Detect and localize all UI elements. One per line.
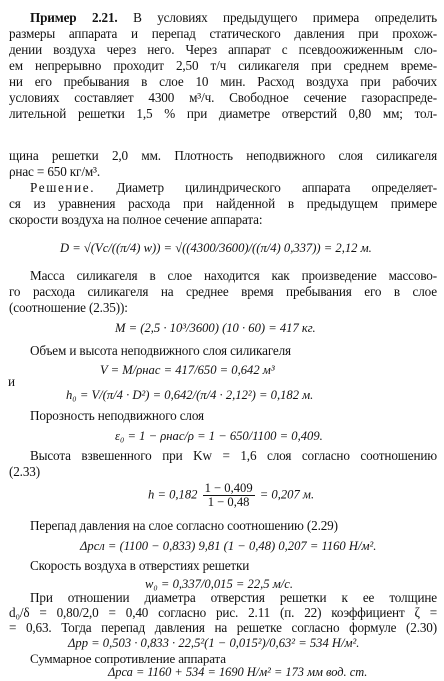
text-line: ни его пребывания в слое 10 мин. Расход воздуха при рабочих xyxy=(9,74,437,89)
example-title: Пример 2.21. xyxy=(30,10,118,25)
text-line: размеры аппарата и перепад статического давления при прохож- xyxy=(9,26,437,41)
equation-diameter: D = √(Vс/((π/4) w)) = √((4300/3600)/((π/4) 0,337)) = 2,12 м. xyxy=(60,241,372,255)
equation-porosity: ε₀ = 1 − ρнас/ρ = 1 − 650/1100 = 0,409. xyxy=(115,429,323,443)
eq-h-left: h = 0,182 xyxy=(148,487,201,502)
equation-height-fluidized xyxy=(148,482,314,509)
text-line: Скорость воздуха в отверстиях решетки xyxy=(30,558,250,573)
example-intro: В условиях предыдущего примера определить xyxy=(117,10,437,25)
text-line: Порозность неподвижного слоя xyxy=(30,408,204,423)
eq-h-denominator: 1 − 0,48 xyxy=(207,495,250,509)
text-line: Масса силикагеля в слое находится как произведение массово- xyxy=(30,268,437,283)
text-line: Перепад давления на слое согласно соотношению (2.29) xyxy=(30,518,338,533)
eq-h-right: = 0,207 м. xyxy=(256,487,315,502)
text-line: скорости воздуха на полное сечение аппарата: xyxy=(9,212,263,227)
text-line: Высота взвешенного при Kw = 1,6 слоя согласно соотношению xyxy=(30,448,437,463)
eq-h-numerator: 1 − 0,409 xyxy=(204,481,253,495)
text-line: (2.33) xyxy=(9,464,40,479)
equation-mass: M = (2,5 · 10³/3600) (10 · 60) = 417 кг. xyxy=(115,321,316,335)
text-line: = 0,63. Тогда перепад давления на решетке согласно формуле (2.30) xyxy=(9,620,437,635)
text-line: лительной решетки 1,5 % при диаметре отверстий 0,80 мм; тол- xyxy=(9,106,437,121)
text-line: го расхода силикагеля на среднее время пребывания его в слое xyxy=(9,284,437,299)
equation-height-static: h₀ = V/(π/4 · D²) = 0,642/(π/4 · 2,12²) = 0,182 м. xyxy=(66,388,314,402)
text-line: Суммарное сопротивление аппарата xyxy=(30,651,226,666)
solution-text: Диаметр цилиндрического аппарата определяет- xyxy=(95,180,437,195)
text-line: ρнас = 650 кг/м³. xyxy=(9,164,100,179)
text-line: щина решетки 2,0 мм. Плотность неподвижного слоя силикагеля xyxy=(9,148,437,163)
solution-line xyxy=(30,180,437,196)
solution-label: Решение. xyxy=(30,180,96,195)
text-line: условиях составляет 4300 м³/ч. Свободное сечение газораспреде- xyxy=(9,90,437,105)
example-heading-line xyxy=(30,10,437,26)
text-line: При отношении диаметра отверстия решетки к ее толщине xyxy=(30,590,437,605)
text-line: ем непрерывно проходит 2,50 т/ч силикагеля при среднем време- xyxy=(9,58,437,73)
text-line: дении воздуха через него. Через аппарат с псевдоожиженным сло- xyxy=(9,42,437,57)
equation-total-resistance: Δpса = 1160 + 534 = 1690 Н/м² = 173 мм вод. ст. xyxy=(108,665,368,679)
text-line: (соотношение (2.35)): xyxy=(9,300,128,315)
conjunction: и xyxy=(8,374,15,389)
equation-velocity: w₀ = 0,337/0,015 = 22,5 м/с. xyxy=(145,577,294,591)
eq-h-fraction xyxy=(203,482,255,509)
equation-volume: V = M/ρнас = 417/650 = 0,642 м³ xyxy=(100,363,275,377)
text-line: Объем и высота неподвижного слоя силикагеля xyxy=(30,343,291,358)
equation-pressure-grid: Δpр = 0,503 · 0,833 · 22,5²(1 − 0,015²)/0,63² = 534 Н/м². xyxy=(68,636,360,650)
text-line: d₀/δ = 0,80/2,0 = 0,40 согласно рис. 2.11 (п. 22) коэффициент ζ = xyxy=(9,605,437,620)
equation-pressure-layer: Δpсл = (1100 − 0,833) 9,81 (1 − 0,48) 0,207 = 1160 Н/м². xyxy=(80,539,377,553)
text-line: ся из уравнения расхода при найденной в предыдущем примере xyxy=(9,196,437,211)
